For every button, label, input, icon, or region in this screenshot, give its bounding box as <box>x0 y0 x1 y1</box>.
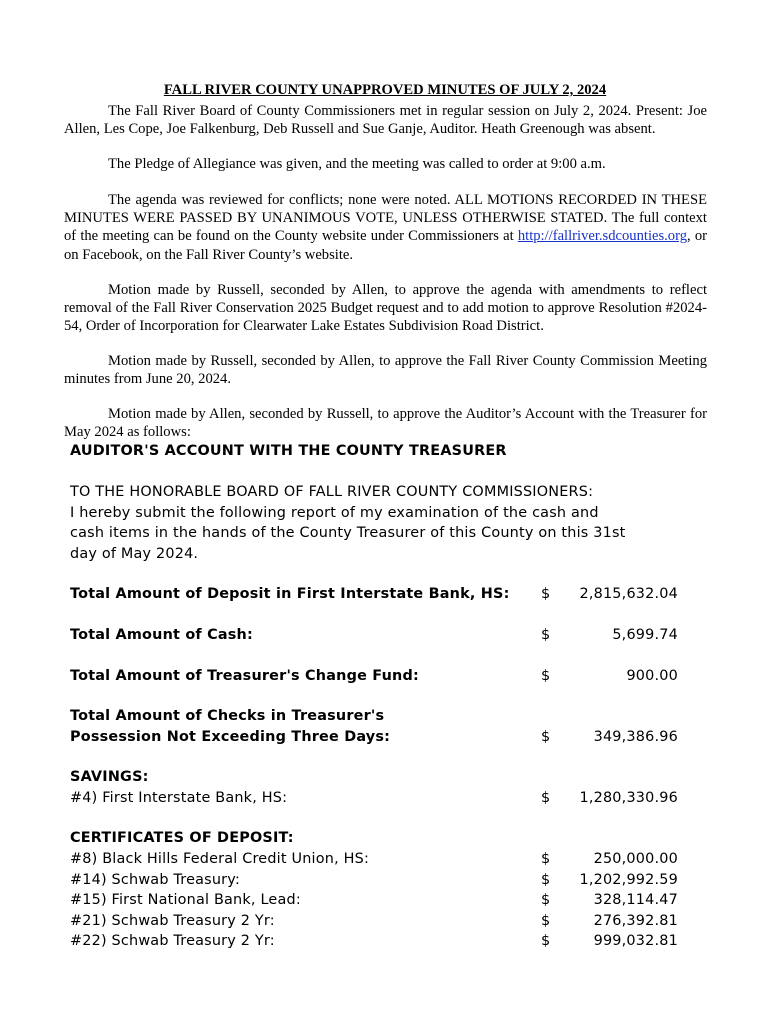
attendance-paragraph: The Fall River Board of County Commissioners met in regular session on July 2, 2024. Present: Joe Allen, Les Cope, Joe Falkenburg, Deb Russell and Sue Ganje, Auditor. Heath Greenough was absent. <box>64 103 707 138</box>
deposit-amount: 2,815,632.04 <box>579 586 678 602</box>
report-intro <box>70 482 710 564</box>
certificate-label: #21) Schwab Treasury 2 Yr: <box>70 912 275 929</box>
checks-label-line-1: Total Amount of Checks in Treasurer's <box>70 708 385 724</box>
savings-amount: 1,280,330.96 <box>579 790 678 806</box>
agenda-text-tail: , or on Facebook, on the Fall River County’s website. <box>64 228 707 263</box>
intro-line: day of May 2024. <box>70 545 199 562</box>
report-heading: AUDITOR'S ACCOUNT WITH THE COUNTY TREASURER <box>70 443 507 459</box>
deposit-label: Total Amount of Deposit in First Interstate Bank, HS: <box>70 586 510 602</box>
intro-line: TO THE HONORABLE BOARD OF FALL RIVER COUNTY COMMISSIONERS: <box>70 484 594 500</box>
certificate-amount: 1,202,992.59 <box>579 871 678 888</box>
auditor-account-motion-paragraph: Motion made by Allen, seconded by Russell, to approve the Auditor’s Account with the Treasurer for May 2024 as follows: <box>64 406 707 441</box>
savings-heading: SAVINGS: <box>70 769 149 785</box>
certificate-row <box>70 870 678 891</box>
savings-row <box>70 788 678 809</box>
currency-symbol: $ <box>541 668 551 684</box>
minutes-title: FALL RIVER COUNTY UNAPPROVED MINUTES OF JULY 2, 2024 <box>163 82 607 98</box>
checks-label-row <box>70 706 678 727</box>
change-fund-row <box>70 666 678 687</box>
savings-label: #4) First Interstate Bank, HS: <box>70 790 288 806</box>
currency-symbol: $ <box>541 912 551 929</box>
checks-amount: 349,386.96 <box>593 729 678 745</box>
intro-line: I hereby submit the following report of my examination of the cash and <box>70 504 599 521</box>
certificate-row <box>70 849 678 870</box>
certificates-heading: CERTIFICATES OF DEPOSIT: <box>70 830 294 846</box>
agenda-text: The agenda was reviewed for conflicts; none were noted. ALL MOTIONS RECORDED IN THESE MINUTES WERE PASSED BY UNANIMOUS VOTE, UNLESS OTHERWISE STATED. The full context of the meeting can be found on the County website under Commissioners at <box>64 192 707 245</box>
change-fund-amount: 900.00 <box>626 668 678 684</box>
agenda-paragraph <box>64 191 707 264</box>
currency-symbol: $ <box>541 790 551 806</box>
currency-symbol: $ <box>541 851 551 867</box>
deposit-row <box>70 584 678 605</box>
intro-line: cash items in the hands of the County Treasurer of this County on this 31st <box>70 525 626 541</box>
currency-symbol: $ <box>541 586 551 602</box>
certificate-amount: 999,032.81 <box>593 933 678 949</box>
minutes-motion-paragraph: Motion made by Russell, seconded by Allen, to approve the Fall River County Commission Meeting minutes from June 20, 2024. <box>64 353 707 388</box>
county-website-link[interactable]: http://fallriver.sdcounties.org <box>517 228 687 245</box>
certificate-row <box>70 931 678 952</box>
currency-symbol: $ <box>541 933 551 949</box>
change-fund-label: Total Amount of Treasurer's Change Fund: <box>70 668 419 684</box>
cash-amount: 5,699.74 <box>612 627 678 643</box>
currency-symbol: $ <box>541 627 551 643</box>
certificate-amount: 276,392.81 <box>593 912 678 929</box>
certificate-label: #15) First National Bank, Lead: <box>70 892 301 908</box>
cash-row <box>70 625 678 646</box>
currency-symbol: $ <box>541 892 551 908</box>
certificate-row <box>70 911 678 932</box>
certificate-amount: 250,000.00 <box>593 851 678 867</box>
currency-symbol: $ <box>541 871 551 888</box>
certificate-row <box>70 890 678 911</box>
checks-row <box>70 727 678 748</box>
certificate-amount: 328,114.47 <box>593 892 678 908</box>
agenda-motion-paragraph: Motion made by Russell, seconded by Allen, to approve the agenda with amendments to reflect removal of the Fall River Conservation 2025 Budget request and to add motion to approve Resolution #2024-54, Order of Incorporation for Clearwater Lake Estates Subdivision Road District. <box>64 282 707 335</box>
certificate-label: #22) Schwab Treasury 2 Yr: <box>70 933 275 949</box>
certificate-label: #8) Black Hills Federal Credit Union, HS: <box>70 851 370 867</box>
currency-symbol: $ <box>541 729 551 745</box>
certificate-label: #14) Schwab Treasury: <box>70 871 241 888</box>
checks-label-line-2: Possession Not Exceeding Three Days: <box>70 729 391 745</box>
cash-label: Total Amount of Cash: <box>70 627 253 643</box>
pledge-paragraph: The Pledge of Allegiance was given, and the meeting was called to order at 9:00 a.m. <box>108 156 606 172</box>
